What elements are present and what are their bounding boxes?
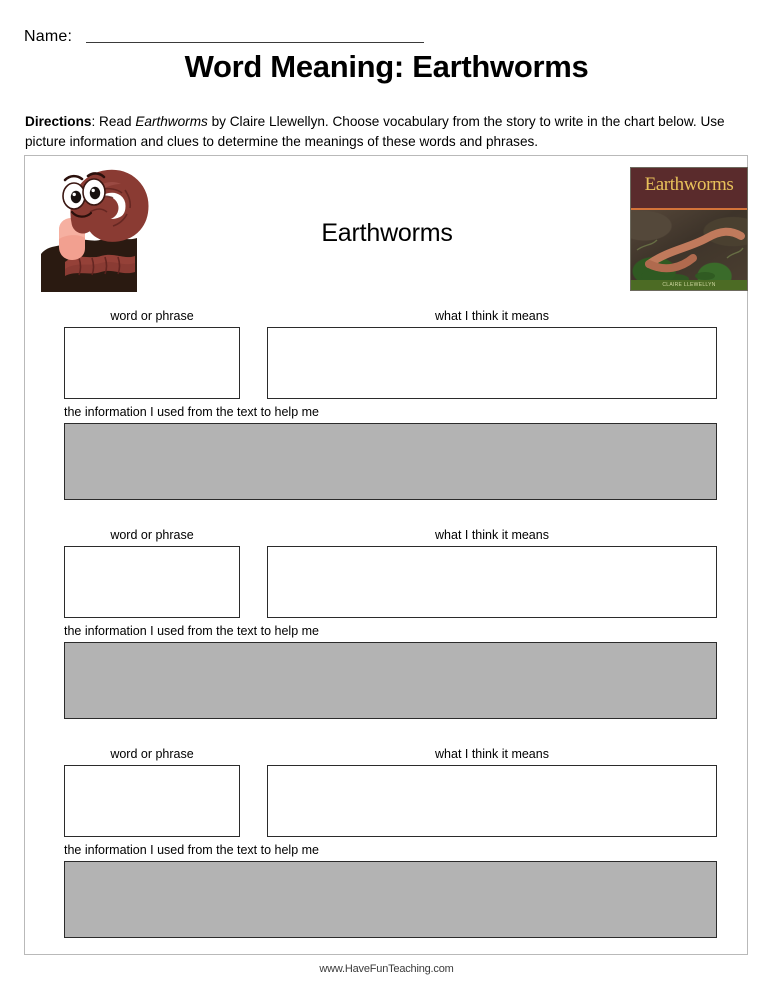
directions-colon: : Read <box>91 114 136 129</box>
worksheet-frame <box>24 155 748 955</box>
information-used-input[interactable] <box>64 642 717 719</box>
column-header-word-or-phrase: word or phrase <box>110 747 194 761</box>
word-or-phrase-input[interactable] <box>64 327 240 399</box>
column-header-information-used: the information I used from the text to help me <box>64 843 319 857</box>
information-used-input[interactable] <box>64 861 717 938</box>
book-cover-divider <box>631 208 747 210</box>
book-cover-author: CLAIRE LLEWELLYN <box>662 282 716 288</box>
chart-title: Earthworms <box>321 219 453 247</box>
column-header-what-i-think-it-means: what I think it means <box>435 309 549 323</box>
what-i-think-it-means-input[interactable] <box>267 765 717 837</box>
directions-label: Directions <box>25 114 92 129</box>
column-header-information-used: the information I used from the text to help me <box>64 624 319 638</box>
column-header-information-used: the information I used from the text to help me <box>64 405 319 419</box>
column-header-what-i-think-it-means: what I think it means <box>435 747 549 761</box>
name-write-in-line[interactable] <box>86 41 424 43</box>
what-i-think-it-means-input[interactable] <box>267 546 717 618</box>
information-used-input[interactable] <box>64 423 717 500</box>
column-header-what-i-think-it-means: what I think it means <box>435 528 549 542</box>
directions-text <box>25 112 749 151</box>
site-footer: www.HaveFunTeaching.com <box>319 963 454 975</box>
column-header-word-or-phrase: word or phrase <box>110 528 194 542</box>
directions-body: by Claire Llewellyn. Choose vocabulary from the story to write in the chart below. Use picture information and clues to determine the meanings of these words and phrases. <box>25 114 725 149</box>
name-label: Name: <box>24 28 73 45</box>
name-field-row <box>24 22 424 46</box>
column-header-word-or-phrase: word or phrase <box>110 309 194 323</box>
what-i-think-it-means-input[interactable] <box>267 327 717 399</box>
word-or-phrase-input[interactable] <box>64 765 240 837</box>
word-or-phrase-input[interactable] <box>64 546 240 618</box>
page-title: Word Meaning: Earthworms <box>184 49 589 84</box>
directions-book-title: Earthworms <box>135 114 208 129</box>
book-cover-title: Earthworms <box>644 174 734 195</box>
